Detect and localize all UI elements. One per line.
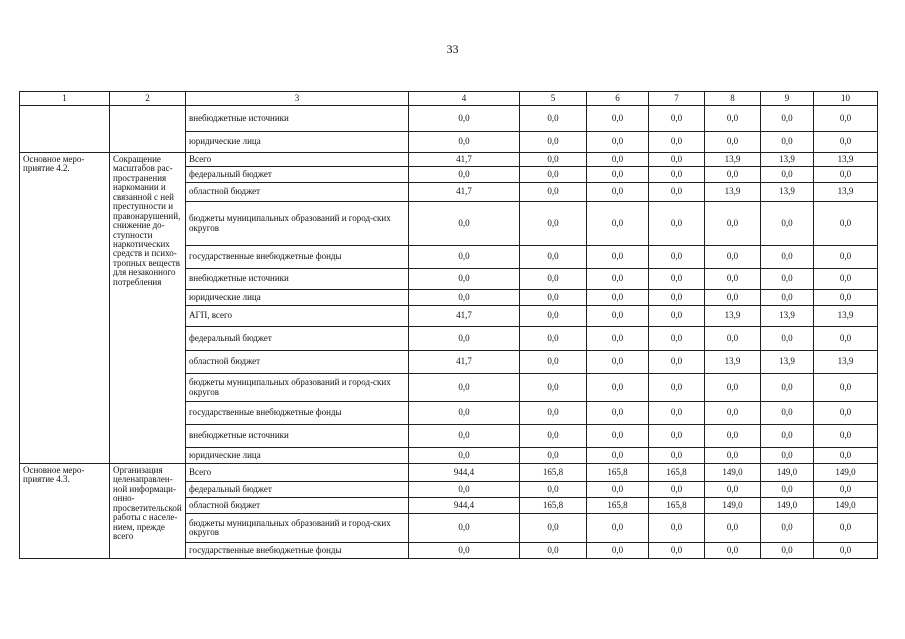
value-cell: 0,0: [761, 543, 814, 559]
value-cell: 0,0: [409, 482, 520, 498]
value-cell: 13,9: [761, 153, 814, 167]
value-cell: 165,8: [649, 498, 705, 514]
value-cell: 0,0: [409, 514, 520, 543]
header-row: [20, 92, 878, 106]
value-cell: 0,0: [520, 482, 587, 498]
value-cell: 149,0: [705, 464, 761, 482]
measure-cell: [20, 106, 110, 153]
value-cell: 0,0: [814, 514, 878, 543]
value-cell: 0,0: [761, 482, 814, 498]
funding-source-cell: юридические лица: [186, 132, 409, 153]
value-cell: 149,0: [705, 498, 761, 514]
value-cell: 0,0: [705, 269, 761, 290]
value-cell: 41,7: [409, 183, 520, 202]
value-cell: 0,0: [409, 402, 520, 425]
value-cell: 944,4: [409, 498, 520, 514]
value-cell: 0,0: [520, 269, 587, 290]
value-cell: 0,0: [649, 448, 705, 464]
funding-source-cell: государственные внебюджетные фонды: [186, 543, 409, 559]
value-cell: 0,0: [705, 482, 761, 498]
funding-source-cell: федеральный бюджет: [186, 327, 409, 351]
value-cell: 0,0: [409, 167, 520, 183]
value-cell: 13,9: [761, 351, 814, 374]
goal-cell: [110, 106, 186, 153]
value-cell: 0,0: [705, 448, 761, 464]
value-cell: 0,0: [761, 269, 814, 290]
value-cell: 0,0: [409, 327, 520, 351]
value-cell: 0,0: [520, 306, 587, 327]
value-cell: 0,0: [814, 482, 878, 498]
value-cell: 0,0: [814, 202, 878, 246]
value-cell: 0,0: [705, 202, 761, 246]
funding-source-cell: областной бюджет: [186, 183, 409, 202]
value-cell: 0,0: [814, 106, 878, 132]
value-cell: 0,0: [409, 106, 520, 132]
value-cell: 0,0: [814, 269, 878, 290]
value-cell: 0,0: [520, 448, 587, 464]
value-cell: 0,0: [761, 327, 814, 351]
value-cell: 0,0: [520, 132, 587, 153]
value-cell: 13,9: [814, 183, 878, 202]
header-cell: 4: [409, 92, 520, 106]
value-cell: 0,0: [761, 514, 814, 543]
value-cell: 0,0: [705, 167, 761, 183]
value-cell: 0,0: [587, 106, 649, 132]
value-cell: 0,0: [587, 183, 649, 202]
funding-source-cell: внебюджетные источники: [186, 106, 409, 132]
value-cell: 0,0: [814, 290, 878, 306]
value-cell: 0,0: [649, 153, 705, 167]
value-cell: 0,0: [409, 269, 520, 290]
value-cell: 0,0: [587, 246, 649, 269]
value-cell: 0,0: [761, 402, 814, 425]
value-cell: 0,0: [761, 202, 814, 246]
header-cell: 3: [186, 92, 409, 106]
value-cell: 0,0: [409, 132, 520, 153]
funding-source-cell: АГП, всего: [186, 306, 409, 327]
value-cell: 0,0: [587, 327, 649, 351]
value-cell: 0,0: [649, 482, 705, 498]
funding-source-cell: областной бюджет: [186, 351, 409, 374]
value-cell: 0,0: [705, 290, 761, 306]
value-cell: 0,0: [649, 514, 705, 543]
page-number: 33: [446, 42, 459, 56]
table-row: [20, 106, 878, 132]
value-cell: 0,0: [705, 106, 761, 132]
table-row: [20, 464, 878, 482]
value-cell: 0,0: [705, 425, 761, 448]
value-cell: 0,0: [409, 246, 520, 269]
value-cell: 0,0: [705, 402, 761, 425]
header-cell: 9: [761, 92, 814, 106]
value-cell: 0,0: [649, 543, 705, 559]
value-cell: 149,0: [761, 498, 814, 514]
value-cell: 0,0: [705, 327, 761, 351]
value-cell: 165,8: [520, 464, 587, 482]
value-cell: 0,0: [649, 202, 705, 246]
measure-cell: Основное меро-приятие 4.3.: [20, 464, 110, 559]
funding-source-cell: Всего: [186, 464, 409, 482]
value-cell: 0,0: [649, 246, 705, 269]
value-cell: 0,0: [587, 167, 649, 183]
value-cell: 0,0: [587, 269, 649, 290]
value-cell: 0,0: [520, 543, 587, 559]
value-cell: 149,0: [761, 464, 814, 482]
header-cell: 1: [20, 92, 110, 106]
value-cell: 0,0: [587, 482, 649, 498]
value-cell: 0,0: [520, 290, 587, 306]
value-cell: 0,0: [520, 351, 587, 374]
funding-source-cell: бюджеты муниципальных образований и город-ских округов: [186, 514, 409, 543]
value-cell: 0,0: [520, 514, 587, 543]
value-cell: 0,0: [520, 153, 587, 167]
value-cell: 0,0: [587, 448, 649, 464]
value-cell: 165,8: [520, 498, 587, 514]
value-cell: 0,0: [409, 448, 520, 464]
value-cell: 0,0: [649, 106, 705, 132]
value-cell: 0,0: [587, 132, 649, 153]
value-cell: 0,0: [814, 402, 878, 425]
value-cell: 0,0: [761, 425, 814, 448]
value-cell: 0,0: [587, 351, 649, 374]
value-cell: 0,0: [649, 167, 705, 183]
value-cell: 0,0: [814, 327, 878, 351]
value-cell: 0,0: [814, 167, 878, 183]
funding-source-cell: областной бюджет: [186, 498, 409, 514]
header-cell: 2: [110, 92, 186, 106]
value-cell: 0,0: [409, 290, 520, 306]
value-cell: 0,0: [814, 246, 878, 269]
funding-source-cell: внебюджетные источники: [186, 425, 409, 448]
value-cell: 0,0: [649, 425, 705, 448]
value-cell: 0,0: [814, 425, 878, 448]
value-cell: 0,0: [649, 183, 705, 202]
value-cell: 0,0: [814, 543, 878, 559]
value-cell: 0,0: [761, 246, 814, 269]
value-cell: 0,0: [520, 183, 587, 202]
header-cell: 5: [520, 92, 587, 106]
funding-source-cell: федеральный бюджет: [186, 167, 409, 183]
value-cell: 0,0: [587, 425, 649, 448]
value-cell: 165,8: [587, 498, 649, 514]
funding-source-cell: внебюджетные источники: [186, 269, 409, 290]
value-cell: 0,0: [587, 306, 649, 327]
value-cell: 13,9: [705, 183, 761, 202]
value-cell: 0,0: [649, 269, 705, 290]
funding-source-cell: бюджеты муниципальных образований и город-ских округов: [186, 374, 409, 402]
header-cell: 7: [649, 92, 705, 106]
value-cell: 0,0: [705, 543, 761, 559]
value-cell: 0,0: [587, 514, 649, 543]
value-cell: 0,0: [587, 543, 649, 559]
value-cell: 13,9: [705, 306, 761, 327]
value-cell: 165,8: [649, 464, 705, 482]
value-cell: 0,0: [520, 425, 587, 448]
header-cell: 6: [587, 92, 649, 106]
value-cell: 13,9: [814, 153, 878, 167]
value-cell: 0,0: [587, 153, 649, 167]
value-cell: 0,0: [705, 246, 761, 269]
value-cell: 0,0: [520, 106, 587, 132]
value-cell: 0,0: [520, 167, 587, 183]
value-cell: 149,0: [814, 498, 878, 514]
value-cell: 41,7: [409, 153, 520, 167]
value-cell: 0,0: [814, 374, 878, 402]
value-cell: 0,0: [409, 425, 520, 448]
value-cell: 0,0: [587, 202, 649, 246]
funding-source-cell: федеральный бюджет: [186, 482, 409, 498]
value-cell: 149,0: [814, 464, 878, 482]
value-cell: 13,9: [761, 183, 814, 202]
value-cell: 0,0: [761, 374, 814, 402]
value-cell: 0,0: [761, 167, 814, 183]
value-cell: 0,0: [649, 374, 705, 402]
value-cell: 0,0: [814, 132, 878, 153]
value-cell: 0,0: [409, 374, 520, 402]
funding-source-cell: юридические лица: [186, 448, 409, 464]
funding-source-cell: юридические лица: [186, 290, 409, 306]
value-cell: 0,0: [761, 448, 814, 464]
value-cell: 0,0: [649, 290, 705, 306]
table-row: [20, 153, 878, 167]
value-cell: 13,9: [761, 306, 814, 327]
value-cell: 0,0: [705, 374, 761, 402]
goal-cell: Организация целенаправлен-ной информаци-онно-просветительской работы с населе-нием, прежде всего: [110, 464, 186, 559]
funding-source-cell: государственные внебюджетные фонды: [186, 402, 409, 425]
funding-source-cell: бюджеты муниципальных образований и город-ских округов: [186, 202, 409, 246]
value-cell: 0,0: [587, 374, 649, 402]
funding-source-cell: Всего: [186, 153, 409, 167]
value-cell: 41,7: [409, 306, 520, 327]
value-cell: 944,4: [409, 464, 520, 482]
value-cell: 0,0: [409, 202, 520, 246]
value-cell: 0,0: [587, 402, 649, 425]
value-cell: 0,0: [520, 374, 587, 402]
value-cell: 13,9: [705, 351, 761, 374]
value-cell: 0,0: [520, 402, 587, 425]
value-cell: 0,0: [587, 290, 649, 306]
value-cell: 0,0: [705, 132, 761, 153]
value-cell: 0,0: [649, 402, 705, 425]
value-cell: 0,0: [520, 202, 587, 246]
value-cell: 0,0: [649, 132, 705, 153]
value-cell: 0,0: [761, 106, 814, 132]
value-cell: 0,0: [649, 327, 705, 351]
value-cell: 165,8: [587, 464, 649, 482]
value-cell: 0,0: [649, 351, 705, 374]
value-cell: 0,0: [761, 290, 814, 306]
goal-cell: Сокращение масштабов рас-пространения наркомании и связанной с ней преступности и правонарушений, снижение до-ступности наркотических средств и психо-тропных веществ для незаконного потребления: [110, 153, 186, 464]
measure-cell: Основное меро-приятие 4.2.: [20, 153, 110, 464]
value-cell: 41,7: [409, 351, 520, 374]
value-cell: 13,9: [814, 306, 878, 327]
value-cell: 13,9: [705, 153, 761, 167]
value-cell: 0,0: [761, 132, 814, 153]
value-cell: 0,0: [409, 543, 520, 559]
header-cell: 8: [705, 92, 761, 106]
header-cell: 10: [814, 92, 878, 106]
value-cell: 0,0: [814, 448, 878, 464]
funding-source-cell: государственные внебюджетные фонды: [186, 246, 409, 269]
value-cell: 0,0: [520, 327, 587, 351]
budget-table: [19, 91, 878, 559]
value-cell: 13,9: [814, 351, 878, 374]
value-cell: 0,0: [649, 306, 705, 327]
value-cell: 0,0: [520, 246, 587, 269]
value-cell: 0,0: [705, 514, 761, 543]
